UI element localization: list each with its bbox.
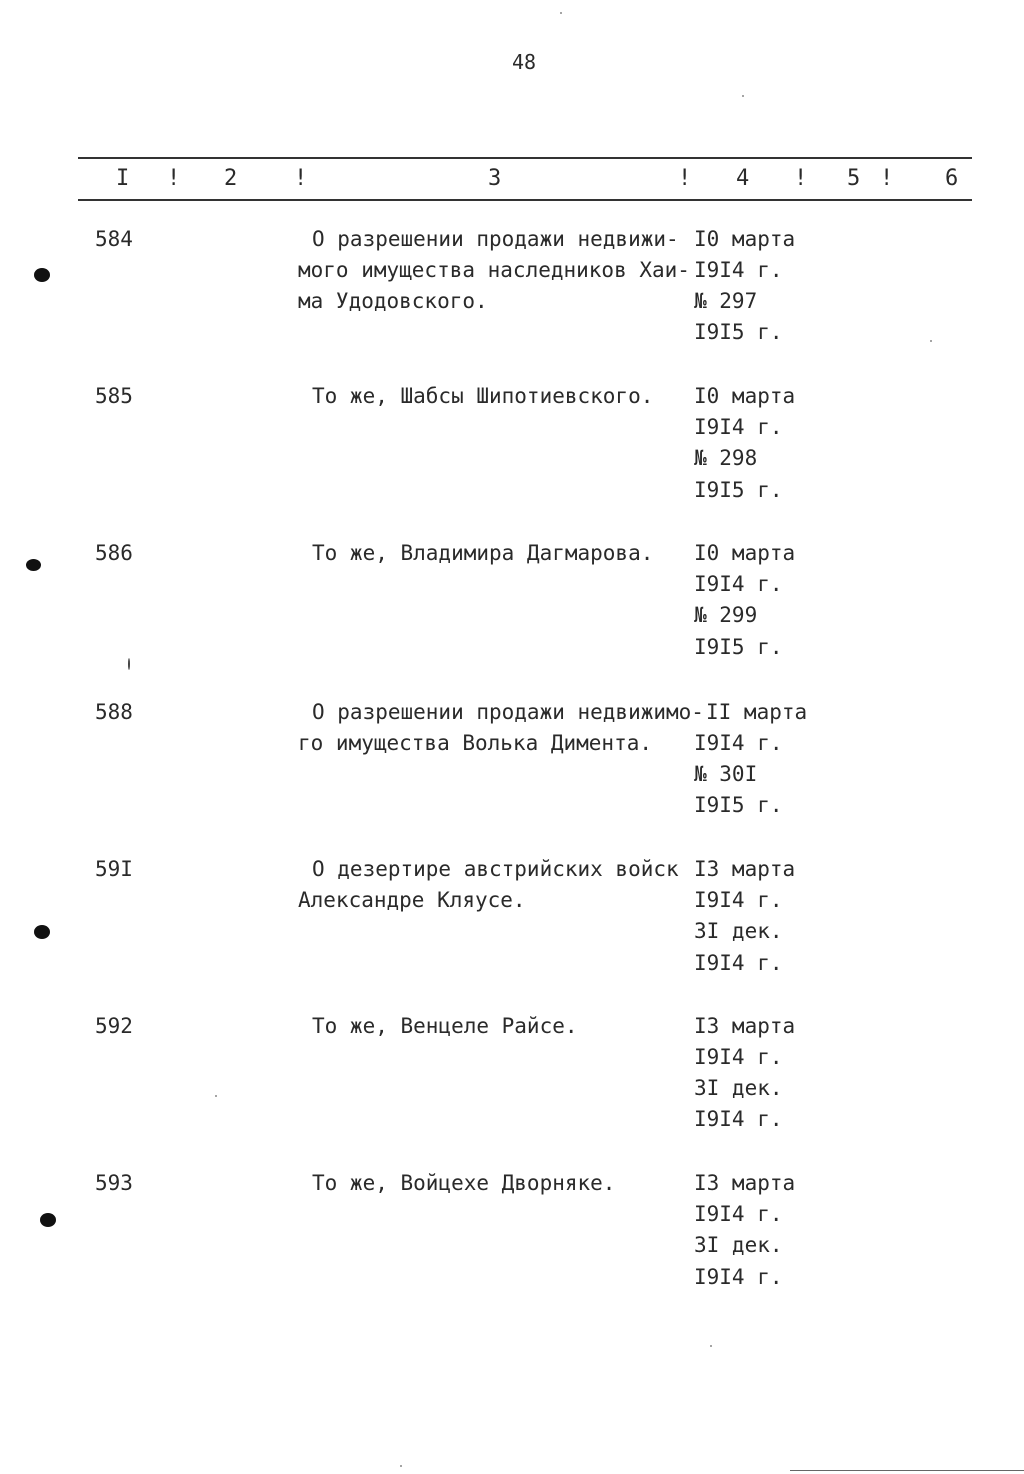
date-line: I3 марта <box>694 1014 796 1038</box>
date-line: I9I4 г. <box>694 572 783 596</box>
description-line: О разрешении продажи недвижи- <box>312 227 679 251</box>
date-line: I9I4 г. <box>694 951 783 975</box>
col-header-6: 6 <box>945 166 959 191</box>
scan-speck <box>128 658 130 670</box>
col-header-1: I <box>116 166 130 191</box>
row-number: 592 <box>95 1014 133 1038</box>
col-header-2: 2 <box>224 166 238 191</box>
date-line: I9I4 г. <box>694 1107 783 1131</box>
row-number: 588 <box>95 700 133 724</box>
col-separator: ! <box>678 166 692 191</box>
date-line: I9I4 г. <box>694 1045 783 1069</box>
date-line: I9I4 г. <box>694 888 783 912</box>
scan-speck <box>930 340 932 342</box>
date-line: I3 марта <box>694 857 796 881</box>
scan-speck <box>215 1095 217 1097</box>
row-number: 593 <box>95 1171 133 1195</box>
scan-speck <box>400 1465 402 1467</box>
row-number: 586 <box>95 541 133 565</box>
description-line: мого имущества наследников Хаи- <box>298 258 690 282</box>
bottom-edge-line <box>790 1470 1024 1471</box>
scan-speck <box>742 95 744 97</box>
punch-hole-mark <box>34 925 50 939</box>
date-line: 3I дек. <box>694 1076 783 1100</box>
description-line: О разрешении продажи недвижимо- <box>312 700 704 724</box>
punch-hole-mark <box>26 559 41 571</box>
description-line: То же, Войцехе Дворняке. <box>312 1171 616 1195</box>
date-line: I9I5 г. <box>694 635 783 659</box>
col-header-3: 3 <box>488 166 502 191</box>
scan-speck <box>710 1345 712 1347</box>
date-line: I9I4 г. <box>694 1265 783 1289</box>
col-header-4: 4 <box>736 166 750 191</box>
row-number: 585 <box>95 384 133 408</box>
date-line: 3I дек. <box>694 919 783 943</box>
description-line: О дезертире австрийских войск <box>312 857 679 881</box>
description-line: Александре Кляусе. <box>298 888 526 912</box>
punch-hole-mark <box>34 268 50 282</box>
description-line: го имущества Волька Димента. <box>298 731 653 755</box>
date-line: I9I4 г. <box>694 1202 783 1226</box>
date-line: I0 марта <box>694 384 796 408</box>
punch-hole-mark <box>40 1213 56 1227</box>
col-separator: ! <box>167 166 181 191</box>
row-number: 59I <box>95 857 133 881</box>
header-bottom-rule <box>78 199 972 201</box>
date-line: I9I5 г. <box>694 320 783 344</box>
description-line: То же, Венцеле Райсе. <box>312 1014 578 1038</box>
row-number: 584 <box>95 227 133 251</box>
header-top-rule <box>78 157 972 159</box>
date-line: I3 марта <box>694 1171 796 1195</box>
date-line: № 297 <box>694 289 758 313</box>
date-line: I0 марта <box>694 541 796 565</box>
col-separator: ! <box>294 166 308 191</box>
date-line: № 298 <box>694 446 758 470</box>
date-line: № 30I <box>694 762 758 786</box>
col-separator: ! <box>880 166 894 191</box>
date-line: I9I4 г. <box>694 731 783 755</box>
col-header-5: 5 <box>847 166 861 191</box>
description-line: То же, Владимира Дагмарова. <box>312 541 654 565</box>
date-line: № 299 <box>694 603 758 627</box>
date-line: I9I4 г. <box>694 415 783 439</box>
description-line: То же, Шабсы Шипотиевского. <box>312 384 654 408</box>
date-line: 3I дек. <box>694 1233 783 1257</box>
date-line: I9I5 г. <box>694 793 783 817</box>
scan-speck <box>560 12 562 14</box>
date-line: I0 марта <box>694 227 796 251</box>
date-line: II марта <box>706 700 808 724</box>
page-number: 48 <box>512 50 537 74</box>
date-line: I9I4 г. <box>694 258 783 282</box>
description-line: ма Удодовского. <box>298 289 488 313</box>
date-line: I9I5 г. <box>694 478 783 502</box>
col-separator: ! <box>794 166 808 191</box>
